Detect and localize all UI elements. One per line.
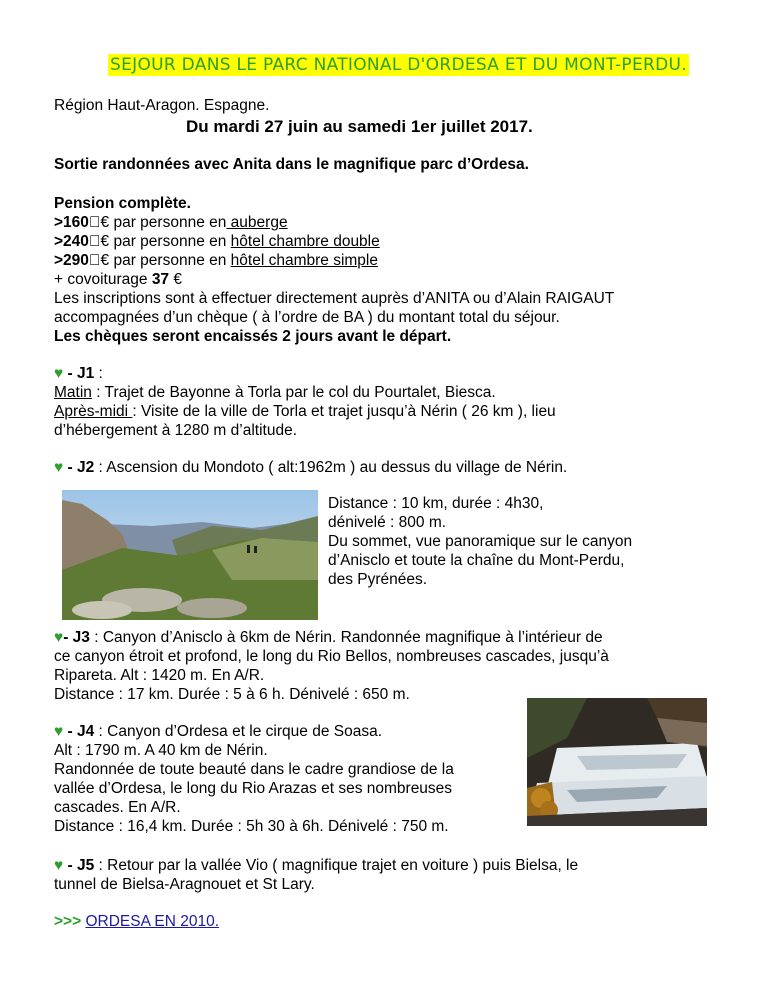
- arrows-icon: >>>: [54, 913, 86, 930]
- day2-detail-1: Distance : 10 km, durée : 4h30,: [328, 495, 544, 512]
- single-room-link[interactable]: hôtel chambre simple: [230, 252, 378, 269]
- heart-icon: ♥: [54, 723, 64, 740]
- price-line-simple: >290 € par personne en hôtel chambre simple: [54, 252, 378, 269]
- day1-heading: ♥ - J1 :: [54, 365, 103, 382]
- day4-line-5: cascades. En A/R.: [54, 799, 181, 816]
- ordesa-2010-link[interactable]: ORDESA EN 2010.: [85, 913, 220, 930]
- day3-line-3: Ripareta. Alt : 1420 m. En A/R.: [54, 667, 265, 684]
- day1-morning: Matin : Trajet de Bayonne à Torla par le col du Pourtalet, Biesca.: [54, 384, 496, 401]
- price-line-double: >240 € par personne en hôtel chambre double: [54, 233, 380, 250]
- day1-afternoon-cont: d’hébergement à 1280 m d’altitude.: [54, 422, 297, 439]
- heart-icon: ♥: [54, 459, 64, 476]
- day4-heading: ♥ - J4 : Canyon d’Ordesa et le cirque de Soasa.: [54, 723, 382, 740]
- heart-icon: ♥: [54, 857, 64, 874]
- day3-line-4: Distance : 17 km. Durée : 5 à 6 h. Dénivelé : 650 m.: [54, 686, 410, 703]
- day1-afternoon: Après-midi : Visite de la ville de Torla et trajet jusqu’à Nérin ( 26 km ), lieu: [54, 403, 556, 420]
- inscription-line-2: accompagnées d’un chèque ( à l’ordre de BA ) du montant total du séjour.: [54, 309, 560, 326]
- auberge-link[interactable]: auberge: [226, 214, 288, 231]
- double-room-link[interactable]: hôtel chambre double: [230, 233, 380, 250]
- price-line-auberge: >160 € par personne en auberge: [54, 214, 288, 231]
- covoiturage-line: + covoiturage 37 €: [54, 271, 182, 288]
- mondoto-photo: [62, 490, 318, 620]
- day5-heading: ♥ - J5 : Retour par la vallée Vio ( magnifique trajet en voiture ) puis Bielsa, le: [54, 857, 579, 874]
- heart-icon: ♥: [54, 629, 64, 646]
- day2-detail-4: d’Anisclo et toute la chaîne du Mont-Perdu,: [328, 552, 625, 569]
- footer-link-line: [54, 912, 219, 931]
- day2-heading: ♥ - J2 : Ascension du Mondoto ( alt:1962m ) au dessus du village de Nérin.: [54, 459, 568, 476]
- day4-line-3: Randonnée de toute beauté dans le cadre grandiose de la: [54, 761, 454, 778]
- day3-heading: ♥- J3 : Canyon d’Anisclo à 6km de Nérin. Randonnée magnifique à l’intérieur de: [54, 629, 603, 646]
- page-title: SEJOUR DANS LE PARC NATIONAL D'ORDESA ET DU MONT-PERDU.: [110, 55, 687, 75]
- region-text: Région Haut-Aragon. Espagne.: [54, 97, 270, 114]
- day4-line-6: Distance : 16,4 km. Durée : 5h 30 à 6h. Dénivelé : 750 m.: [54, 818, 449, 835]
- day2-detail-2: dénivelé : 800 m.: [328, 514, 447, 531]
- heart-icon: ♥: [54, 365, 64, 382]
- ordesa-waterfall-photo: [527, 698, 707, 826]
- inscription-line-1: Les inscriptions sont à effectuer directement auprès d’ANITA ou d’Alain RAIGAUT: [54, 290, 615, 307]
- cheques-note: Les chèques seront encaissés 2 jours avant le départ.: [54, 328, 452, 345]
- pension-heading: Pension complète.: [54, 195, 191, 212]
- day2-detail-5: des Pyrénées.: [328, 571, 428, 588]
- day4-line-2: Alt : 1790 m. A 40 km de Nérin.: [54, 742, 268, 759]
- day3-line-2: ce canyon étroit et profond, le long du Rio Bellos, nombreuses cascades, jusqu’à: [54, 648, 609, 665]
- dates-heading: Du mardi 27 juin au samedi 1er juillet 2017.: [186, 117, 533, 136]
- intro-text: Sortie randonnées avec Anita dans le magnifique parc d’Ordesa.: [54, 156, 529, 173]
- day5-line-2: tunnel de Bielsa-Aragnouet et St Lary.: [54, 876, 315, 893]
- day2-detail-3: Du sommet, vue panoramique sur le canyon: [328, 533, 633, 550]
- day4-line-4: vallée d’Ordesa, le long du Rio Arazas et ses nombreuses: [54, 780, 453, 797]
